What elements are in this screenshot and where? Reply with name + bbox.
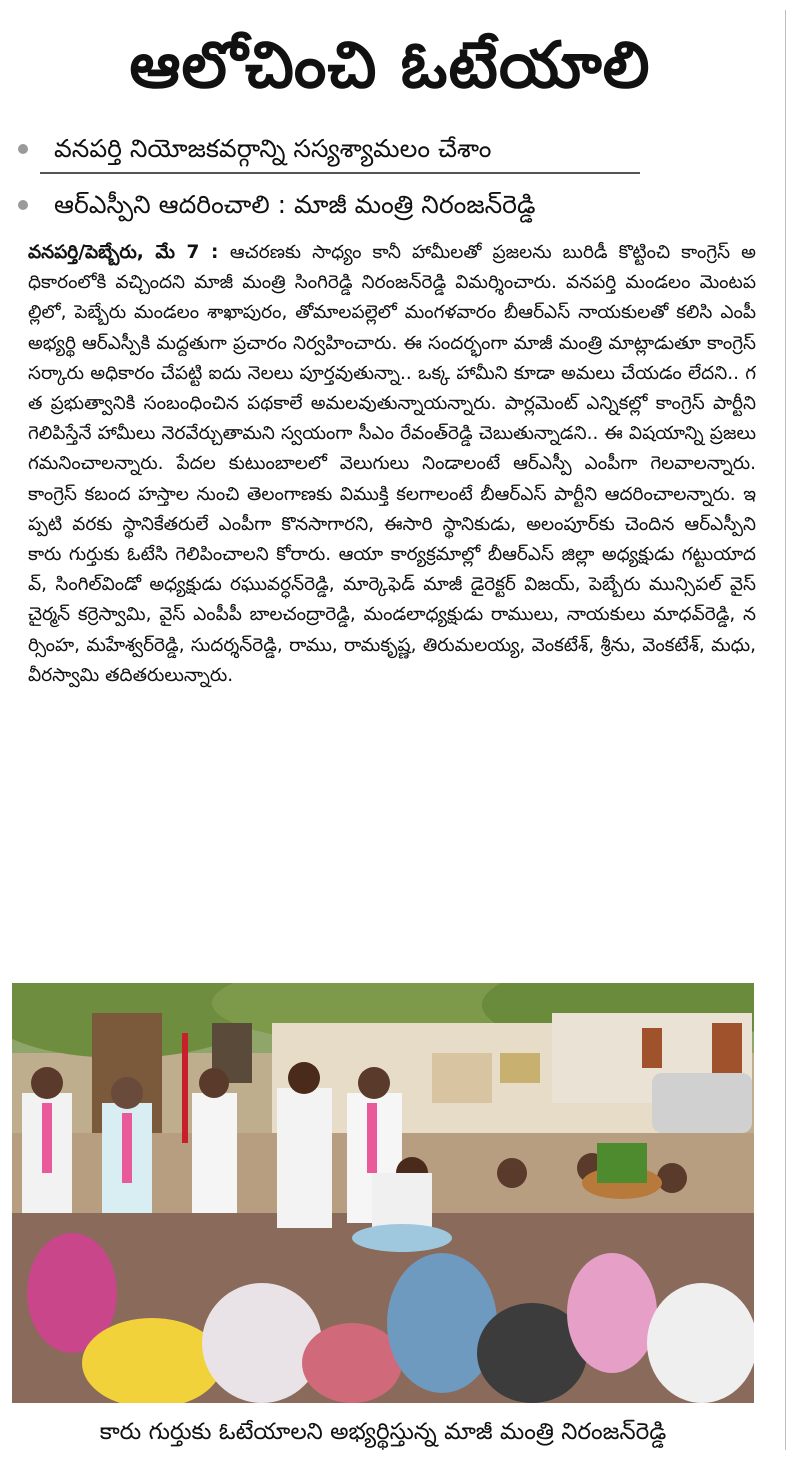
column-rule — [785, 10, 786, 1450]
campaign-crowd-photo — [12, 983, 754, 1403]
subhead-text: వనపర్తి నియోజకవర్గాన్ని సస్యశ్యామలం చేశాం — [54, 134, 492, 163]
bullet-dot — [18, 200, 28, 210]
subhead-1 — [12, 127, 782, 171]
photo-caption: కారు గుర్తుకు ఓటేయాలని అభ్యర్థిస్తున్న మాజీ మంత్రి నిరంజన్‌రెడ్డి — [99, 1419, 667, 1445]
subhead-text: ఆర్ఎస్పీని ఆదరించాలి : మాజీ మంత్రి నిరంజన్‌రెడ్డి — [54, 190, 536, 219]
dateline: వనపర్తి/పెబ్బేరు, మే 7 : — [28, 242, 230, 263]
bullet-dot — [18, 144, 28, 154]
news-photo — [12, 983, 754, 1403]
subhead-2 — [12, 183, 782, 227]
article-body — [28, 238, 756, 968]
article-text: ఆచరణకు సాధ్యం కానీ హామీలతో ప్రజలను బురిడీ కొట్టించి కాంగ్రెస్ అధికారంలోకి వచ్చిందని మాజీ మంత్రి సింగిరెడ్డి నిరంజన్‌రెడ్డి విమర్శించారు. వనపర్తి మండలం మెంటపల్లిలో, పెబ్బేరు మండలం శాఖాపురం, తోమాలపల్లెలో మంగళవారం బీఆర్ఎస్ నాయకులతో కలిసి ఎంపీ అభ్యర్థి ఆర్ఎస్పీకి మద్దతుగా ప్రచారం నిర్వహించారు. ఈ సందర్భంగా మాజీ మంత్రి మాట్లాడుతూ కాంగ్రెస్ సర్కారు అధికారం చేపట్టి ఐదు నెలలు పూర్తవుతున్నా.. ఒక్క హామీని కూడా అమలు చేయడం లేదని.. గత ప్రభుత్వానికి సంబంధించిన పథకాలే అమలవుతున్నాయన్నారు. పార్లమెంట్ ఎన్నికల్లో కాంగ్రెస్ పార్టీని గెలిపిస్తేనే హామీలు నెరవేర్చుతామని స్వయంగా సీఎం రేవంత్‌రెడ్డి చెబుతున్నాడని.. ఈ విషయాన్ని ప్రజలు గమనించాలన్నారు. పేదల కుటుంబాలలో వెలుగులు నిండాలంటే ఆర్ఎస్పీ ఎంపీగా గెలవాలన్నారు. కాంగ్రెస్ కబంద హస్తాల నుంచి తెలంగాణకు విముక్తి కలగాలంటే బీఆర్ఎస్ పార్టీని ఆదరించాలన్నారు. ఇప్పటి వరకు స్థానికేతరులే ఎంపీగా కొనసాగారని, ఈసారి స్థానికుడు, అలంపూర్‌కు చెందిన ఆర్ఎస్పీని కారు గుర్తుకు ఓటేసి గెలిపించాలని కోరారు. ఆయా కార్యక్రమాల్లో బీఆర్ఎస్ జిల్లా అధ్యక్షుడు గట్టుయాదవ్, సింగిల్‌విండో అధ్యక్షుడు రఘువర్ధన్‌రెడ్డి, మార్కెఫెడ్ మాజీ డైరెక్టర్ విజయ్, పెబ్బేరు మున్సిపల్ వైస్ చైర్మన్ కర్రెస్వామి, వైస్ ఎంపీపీ బాలచంద్రారెడ్డి, మండలాధ్యక్షుడు రాములు, నాయకులు మాధవ్‌రెడ్డి, నర్సింహ, మహేశ్వర్‌రెడ్డి, సుదర్శన్‌రెడ్డి, రాము, రామకృష్ణ, తిరుమలయ్య, వెంకటేశ్, శ్రీను, వెంకటేశ్, మధు, వీరస్వామి తదితరులున్నారు. — [28, 242, 756, 686]
headline: ఆలోచించి ఓటేయాలి — [129, 29, 651, 103]
subhead-underline — [40, 172, 640, 174]
